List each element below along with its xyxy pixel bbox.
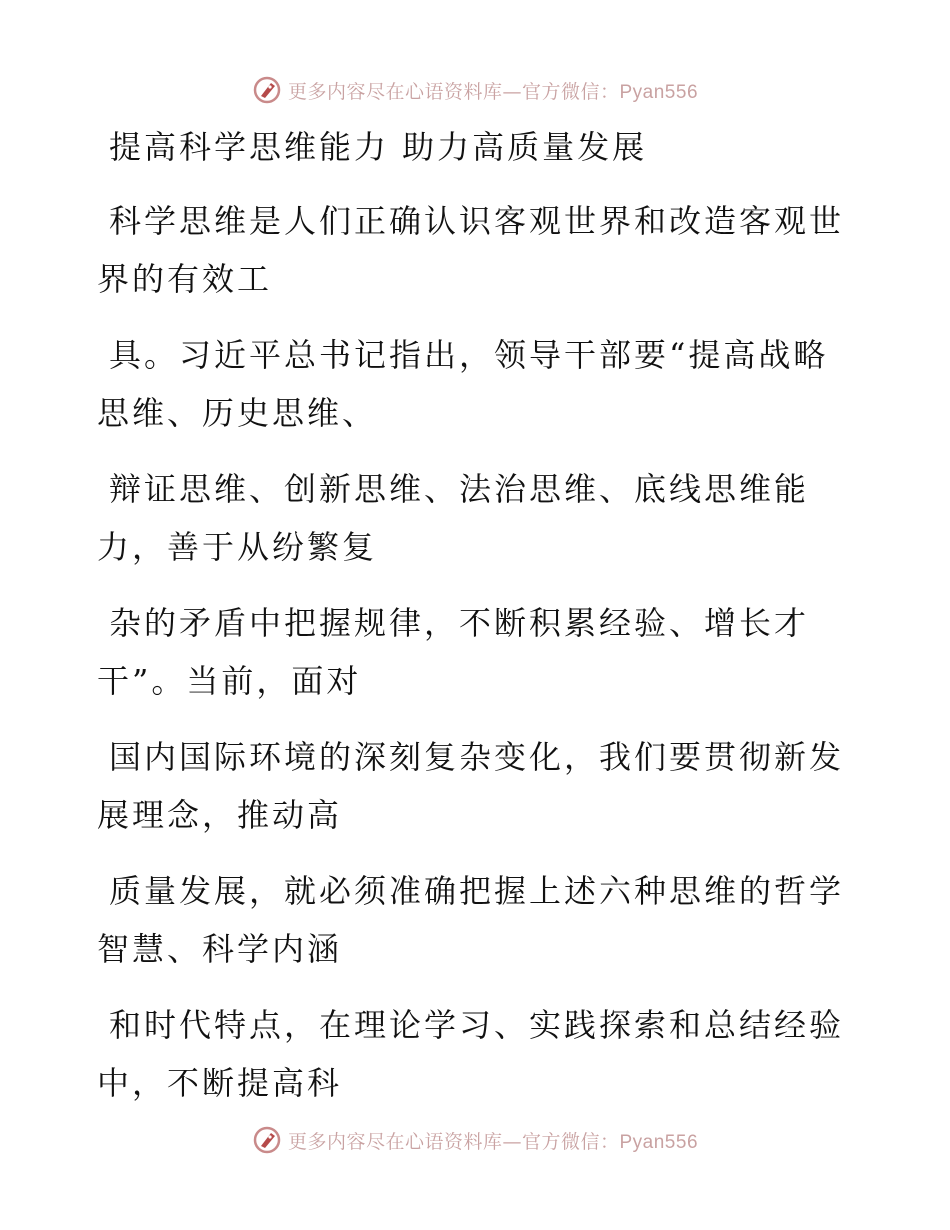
document-title: 提高科学思维能力 助力高质量发展	[109, 128, 648, 166]
text-paragraph-1	[97, 192, 845, 308]
watermark-wechat-id: Pyan556	[619, 81, 699, 103]
text-line: 质量发展，就必须准确把握上述六种思维的哲学	[109, 872, 845, 910]
text-line: 辩证思维、创新思维、法治思维、底线思维能	[109, 470, 810, 508]
watermark-label: 更多内容尽在心语资料库—官方微信：	[287, 1130, 620, 1153]
document-body	[97, 120, 845, 1130]
text-paragraph-3	[97, 460, 837, 576]
text-line: 思维、历史思维、	[97, 394, 378, 432]
text-line: 中，不断提高科	[97, 1064, 343, 1102]
text-line: 和时代特点，在理论学习、实践探索和总结经验	[109, 1006, 845, 1044]
text-line: 科学思维是人们正确认识客观世界和改造客观世	[109, 202, 845, 240]
watermark-label: 更多内容尽在心语资料库—官方微信：	[287, 80, 620, 103]
pen-nib-logo-icon	[252, 1125, 282, 1155]
text-paragraph-7	[97, 996, 845, 1112]
text-paragraph-5	[97, 728, 845, 844]
watermark-text	[288, 77, 698, 104]
text-line: 界的有效工	[97, 260, 273, 298]
header-watermark	[0, 70, 950, 110]
text-line: 杂的矛盾中把握规律，不断积累经验、增长才	[109, 604, 810, 642]
text-paragraph-6	[97, 862, 845, 978]
watermark-text	[288, 1127, 698, 1154]
text-paragraph-2	[97, 326, 837, 442]
text-line: 干”。当前，面对	[97, 662, 362, 700]
text-line: 力，善于从纷繁复	[97, 528, 378, 566]
footer-watermark	[0, 1120, 950, 1160]
watermark-wechat-id: Pyan556	[619, 1131, 699, 1153]
text-paragraph-4	[97, 594, 837, 710]
text-line: 智慧、科学内涵	[97, 930, 343, 968]
text-line: 国内国际环境的深刻复杂变化，我们要贯彻新发	[109, 738, 845, 776]
pen-nib-logo-icon	[252, 75, 282, 105]
text-line: 展理念，推动高	[97, 796, 343, 834]
text-line: 具。习近平总书记指出，领导干部要“提高战略	[109, 336, 829, 374]
